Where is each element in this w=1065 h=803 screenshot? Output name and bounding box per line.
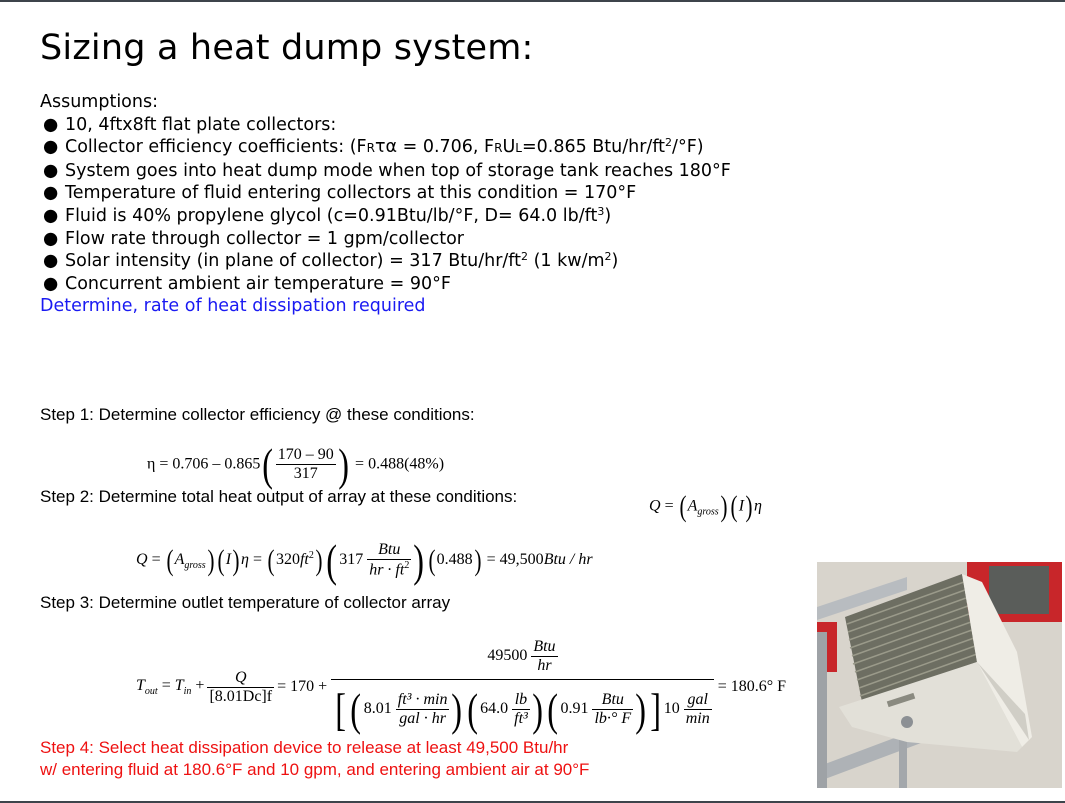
step4-text: Step 4: Select heat dissipation device to release at least 49,500 Btu/hr w/ entering fluid at 180.6°F and 10 gpm, and entering ambient air at 90°F	[40, 738, 590, 779]
unit-heater-photo	[817, 562, 1062, 788]
objective-text: Determine, rate of heat dissipation required	[40, 296, 426, 317]
step2-label: Step 2: Determine total heat output of array at these conditions:	[40, 487, 518, 506]
bullet-icon: ●	[43, 273, 59, 294]
step1-equation: η = 0.706 – 0.865( $\frac{170 - 90}{317}$ ) = 0.488(48%)	[147, 439, 445, 490]
assumptions-list	[40, 114, 731, 296]
assumptions-block	[40, 91, 731, 318]
step3-equation: $T_{out} = T_{in}$ + $\frac{Q}{[8.01Dc]f}$ = 170 + 49500 $\frac{\text{Btu}}{hr}$ [( 8.01 $\frac{\text{ft³ · min}}{\text{gal · hr}}$ )( 64.0 $\frac{lb}{\text{ft³}}$ )( 0.91 $\frac{\text{Btu}}{lb\cdot^\circ F}$ )] 10 $\frac{\text{gal}}{\min}$ = 180.6° F	[136, 638, 787, 735]
list-item: ● Solar intensity (in plane of collector) = 317 Btu/$hr/ft^2$ (1 $kw/m^2$)	[43, 250, 619, 272]
bullet-icon: ●	[43, 160, 59, 181]
assumptions-label: Assumptions:	[40, 92, 158, 112]
list-item: ● Concurrent ambient air temperature = 90°F	[43, 273, 451, 294]
top-border	[0, 0, 1065, 2]
list-item: ● 10, 4ftx8ft flat plate collectors:	[43, 114, 337, 135]
list-item: ● System goes into heat dump mode when top of storage tank reaches 180°F	[43, 160, 731, 181]
bullet-icon: ●	[43, 251, 59, 272]
bullet-icon: ●	[43, 183, 59, 204]
bullet-icon: ●	[43, 228, 59, 249]
step1-label: Step 1: Determine collector efficiency @ these conditions:	[40, 405, 475, 424]
list-item: ● Fluid is 40% propylene glycol (c=0.91Btu/lb/°F, D= 64.0 $lb/ft^3$)	[43, 204, 612, 226]
step3-label: Step 3: Determine outlet temperature of collector array	[40, 593, 451, 612]
bullet-icon: ●	[43, 137, 59, 158]
bullet-icon: ●	[43, 114, 59, 135]
slide-title: Sizing a heat dump system:	[40, 28, 534, 68]
step2-equation: $Q = (A_{gross}) (I)\eta = (320ft^2)$( 317 $\frac{\text{Btu}}{hr \cdot ft^2}$ ) (0.488) = 49,500Btu / hr	[136, 535, 593, 586]
step3-big-fraction: 49500 $\frac{\text{Btu}}{hr}$ [( 8.01 $\frac{\text{ft³ · min}}{\text{gal · hr}}$ )( 64.0 $\frac{lb}{\text{ft³}}$ )( 0.91 $\frac{\text{Btu}}{lb\cdot^\circ F}$ )] 10 $\frac{\text{gal}}{\min}$	[331, 638, 714, 736]
bullet-icon: ●	[43, 205, 59, 226]
list-item: ● Collector efficiency coefficients: (FRτα = 0.706, FRUL=0.865 Btu/$hr/ft^2/^\circ F$)	[43, 136, 704, 158]
list-item: ● Flow rate through collector = 1 gpm/collector	[43, 228, 464, 249]
list-item: ● Temperature of fluid entering collectors at this condition = 170°F	[43, 183, 637, 204]
step2-general-formula: $Q = (A_{gross})$ (I)η	[649, 490, 762, 523]
unit-heater-image	[817, 562, 1062, 788]
